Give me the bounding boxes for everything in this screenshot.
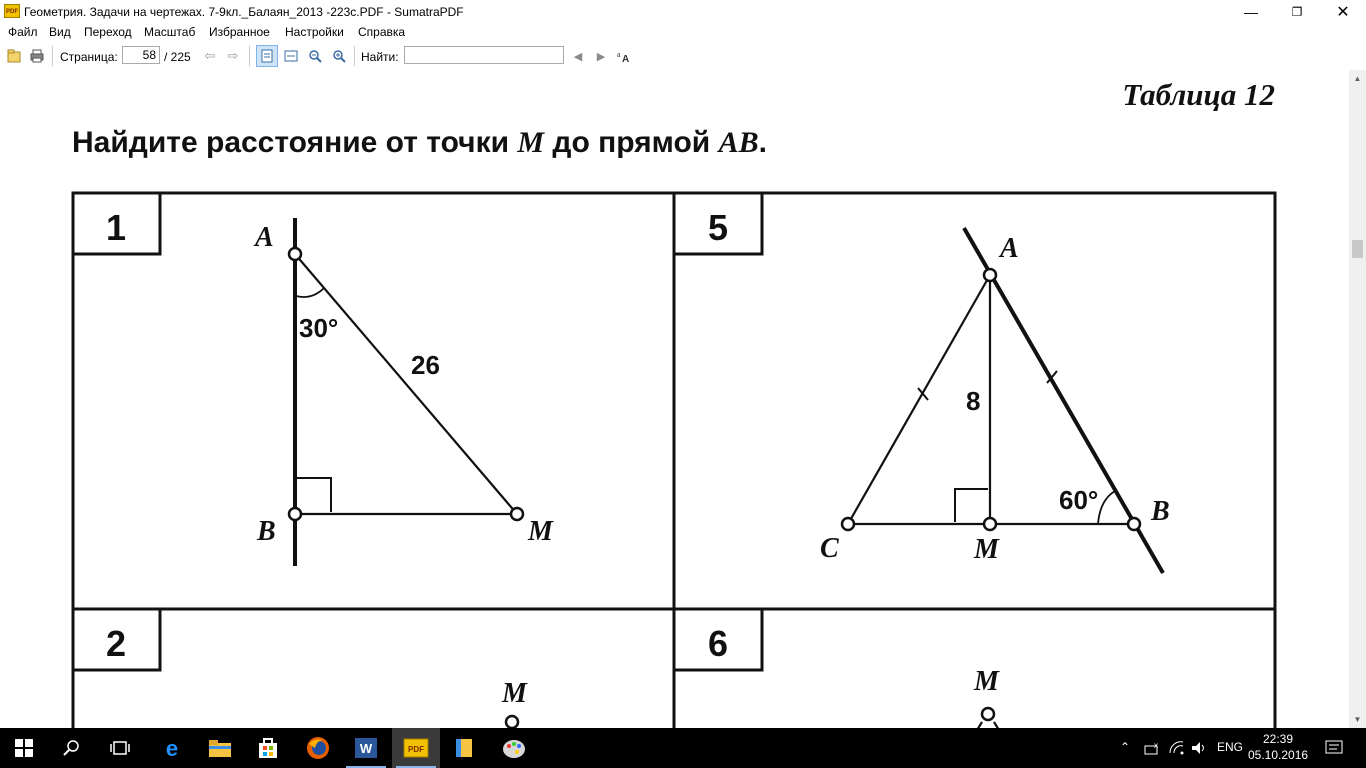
volume-icon[interactable] xyxy=(1190,740,1208,756)
cell-1-number: 1 xyxy=(105,207,127,248)
language-indicator[interactable]: ENG xyxy=(1217,740,1244,754)
label-angle-30: 30° xyxy=(299,313,339,343)
point-b-1 xyxy=(289,508,301,520)
edge-icon xyxy=(161,737,183,759)
point-m-2 xyxy=(506,716,518,728)
menu-file[interactable]: Файл xyxy=(8,25,38,39)
scroll-down-icon[interactable]: ▼ xyxy=(1353,715,1362,724)
search-icon xyxy=(63,739,81,757)
task-text xyxy=(72,126,767,159)
menu-settings[interactable]: Настройки xyxy=(285,25,344,39)
find-prev-icon[interactable]: ◀ xyxy=(573,50,583,63)
page-total: / 225 xyxy=(164,50,191,64)
restore-icon: ❐ xyxy=(1291,5,1303,19)
label-b-1: B xyxy=(257,516,276,547)
svg-text:x: x xyxy=(1154,741,1158,750)
task-view-icon xyxy=(110,740,130,756)
word-icon-letter: W xyxy=(359,741,373,756)
cell-2-number: 2 xyxy=(105,623,127,664)
menu-zoom[interactable]: Масштаб xyxy=(144,25,196,39)
task-end: . xyxy=(758,126,767,159)
zoom-out-icon[interactable] xyxy=(307,48,323,64)
task-point-m: M xyxy=(517,126,545,159)
paint-icon xyxy=(502,737,526,759)
toolbar-separator xyxy=(249,46,250,66)
scrollbar-thumb[interactable] xyxy=(1352,240,1363,258)
find-label: Найти: xyxy=(361,50,399,64)
sumatra-icon xyxy=(403,738,429,758)
pdf-page xyxy=(12,70,1349,728)
sumatra-app-icon: PDF xyxy=(4,4,20,18)
print-icon[interactable] xyxy=(29,48,45,64)
windows-logo-icon xyxy=(15,739,33,757)
window-title: Геометрия. Задачи на чертежах. 7-9кл._Балаян_2013 -223с.PDF - SumatraPDF xyxy=(24,5,464,19)
point-m-1 xyxy=(511,508,523,520)
label-angle-60: 60° xyxy=(1059,485,1099,515)
match-case-icon[interactable] xyxy=(616,48,632,64)
find-input[interactable] xyxy=(404,46,564,64)
task-line-ab: AB xyxy=(718,126,759,159)
menu-view[interactable]: Вид xyxy=(49,25,71,39)
store-icon xyxy=(257,737,279,759)
menu-go[interactable]: Переход xyxy=(84,25,132,39)
right-angle-mark-1 xyxy=(297,478,331,512)
label-a-1: A xyxy=(255,222,274,253)
label-b-5: B xyxy=(1151,496,1170,527)
figure-5 xyxy=(820,228,1170,573)
page-canvas xyxy=(12,70,1349,728)
point-m-6 xyxy=(982,708,994,720)
menu-help[interactable]: Справка xyxy=(358,25,406,39)
fit-page-icon[interactable] xyxy=(259,48,275,64)
taskbar-edge[interactable] xyxy=(148,728,196,768)
clock-time: 22:39 xyxy=(1262,732,1294,746)
scroll-up-icon[interactable]: ▲ xyxy=(1353,74,1362,83)
label-c-5: C xyxy=(820,533,839,564)
prev-page-icon[interactable]: ⇦ xyxy=(204,48,216,63)
cell-5-number: 5 xyxy=(707,207,729,248)
taskbar-explorer[interactable] xyxy=(196,728,244,768)
segment-am xyxy=(295,254,517,514)
clock-date: 05.10.2016 xyxy=(1248,748,1309,762)
label-a-5: A xyxy=(1000,233,1019,264)
figure-6 xyxy=(973,666,1002,728)
sumatra-icon-text: PDF xyxy=(408,745,424,754)
start-button[interactable] xyxy=(0,728,48,768)
wifi-icon[interactable] xyxy=(1168,740,1186,756)
svg-text:e: e xyxy=(165,737,179,759)
label-m-1: M xyxy=(528,516,553,547)
document-folder-icon xyxy=(452,736,476,760)
title-bar xyxy=(0,0,1366,24)
problem-grid xyxy=(73,193,1275,728)
figure-1 xyxy=(253,218,554,566)
page-number-input[interactable]: 58 xyxy=(122,46,160,64)
taskbar-app-folder-doc[interactable] xyxy=(440,728,488,768)
taskbar-firefox[interactable] xyxy=(294,728,342,768)
network-disconnected-icon[interactable] xyxy=(1143,740,1161,756)
word-icon xyxy=(354,737,378,759)
zoom-in-icon[interactable] xyxy=(331,48,347,64)
taskbar-sumatrapdf-active[interactable] xyxy=(392,728,440,768)
point-a-1 xyxy=(289,248,301,260)
label-m-5: M xyxy=(974,534,999,565)
label-m-6: M xyxy=(974,666,999,697)
task-view-button[interactable] xyxy=(96,728,144,768)
point-b-5 xyxy=(1128,518,1140,530)
firefox-icon xyxy=(306,736,330,760)
right-angle-mark-5 xyxy=(955,489,988,522)
svg-text:a: a xyxy=(617,50,621,59)
task-mid: до прямой xyxy=(544,126,719,159)
search-button[interactable] xyxy=(48,728,96,768)
find-next-icon[interactable]: ▶ xyxy=(596,50,606,63)
toolbar-separator xyxy=(52,46,53,66)
label-length-26: 26 xyxy=(411,350,440,380)
tray-overflow-icon[interactable]: ⌃ xyxy=(1120,740,1131,754)
toolbar-separator xyxy=(354,46,355,66)
folder-icon xyxy=(208,738,232,758)
minimize-button[interactable] xyxy=(1228,0,1274,24)
clock[interactable] xyxy=(1248,731,1308,763)
point-c-5 xyxy=(842,518,854,530)
open-icon[interactable] xyxy=(6,48,22,64)
taskbar-word[interactable] xyxy=(342,728,390,768)
close-button[interactable] xyxy=(1320,0,1366,24)
label-height-8: 8 xyxy=(966,386,981,416)
maximize-button[interactable] xyxy=(1274,0,1320,24)
label-m-2: M xyxy=(502,678,527,709)
angle-arc-60 xyxy=(1098,491,1115,524)
minimize-icon: — xyxy=(1244,4,1258,20)
close-icon: ✕ xyxy=(1336,4,1350,21)
taskbar-store[interactable] xyxy=(244,728,292,768)
fit-width-icon[interactable] xyxy=(283,48,299,64)
svg-text:A: A xyxy=(622,54,630,63)
point-a-5 xyxy=(984,269,996,281)
notifications-icon[interactable] xyxy=(1325,740,1343,756)
cell-6-number: 6 xyxy=(707,623,729,664)
menu-bar xyxy=(0,24,1366,42)
document-viewport[interactable] xyxy=(0,70,1349,728)
task-prefix: Найдите расстояние от точки xyxy=(72,126,518,159)
vertical-scrollbar[interactable] xyxy=(1349,70,1366,728)
angle-arc-30 xyxy=(296,288,324,297)
taskbar xyxy=(0,728,1366,768)
next-page-icon[interactable]: ⇨ xyxy=(227,48,239,63)
figure-2 xyxy=(498,678,528,728)
table-title: Таблица 12 xyxy=(1122,77,1275,112)
page-label: Страница: xyxy=(60,50,118,64)
menu-favorites[interactable]: Избранное xyxy=(209,25,270,39)
taskbar-paint[interactable] xyxy=(490,728,538,768)
point-m-5 xyxy=(984,518,996,530)
